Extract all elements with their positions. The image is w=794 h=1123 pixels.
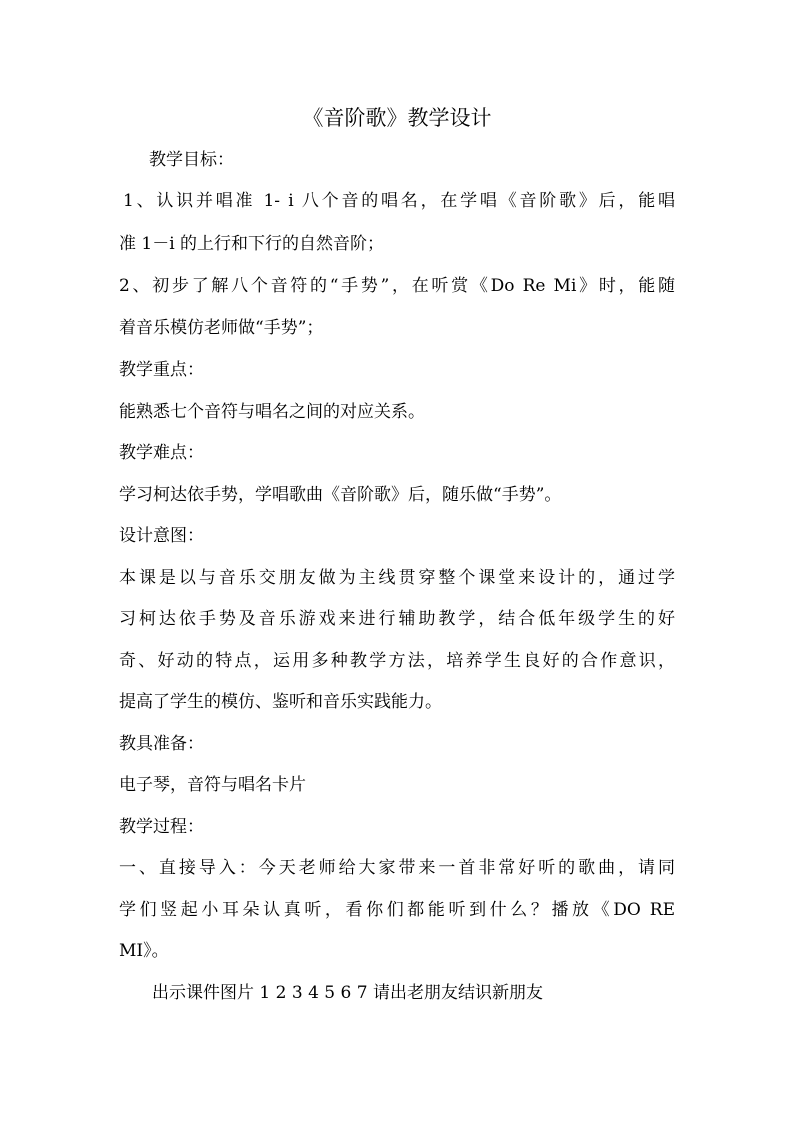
process-step-1-line-3: MI》。 <box>119 941 169 961</box>
process-step-1-line-2: 学们竖起小耳朵认真听，看你们都能听到什么？播放《DO RE <box>119 900 675 920</box>
process-step-1-line-4: 出示课件图片 1 2 3 4 5 6 7 请出老朋友结识新朋友 <box>152 983 543 1003</box>
process-step-1-line-1: 一、直接导入：今天老师给大家带来一首非常好听的歌曲，请同 <box>119 858 675 878</box>
objective-1-line-2: 准 1－i 的上行和下行的自然音阶； <box>119 234 385 254</box>
teaching-difficulty-text: 学习柯达依手势，学唱歌曲《音阶歌》后，随乐做“手势”。 <box>119 485 562 505</box>
heading-teaching-process: 教学过程： <box>119 817 204 837</box>
design-intent-line-1: 本课是以与音乐交朋友做为主线贯穿整个课堂来设计的，通过学 <box>119 568 675 588</box>
heading-teaching-aids: 教具准备： <box>119 734 204 754</box>
heading-teaching-difficulty: 教学难点： <box>119 443 204 463</box>
design-intent-line-3: 奇、好动的特点，运用多种教学方法，培养学生良好的合作意识， <box>119 651 675 671</box>
objective-2-line-1: 2、初步了解八个音符的“手势”，在听赏《Do Re Mi》时，能随 <box>119 276 675 296</box>
heading-design-intent: 设计意图： <box>119 526 204 546</box>
teaching-aids-text: 电子琴，音符与唱名卡片 <box>119 775 306 795</box>
teaching-focus-text: 能熟悉七个音符与唱名之间的对应关系。 <box>119 402 425 422</box>
design-intent-line-4: 提高了学生的模仿、鉴听和音乐实践能力。 <box>119 692 442 712</box>
heading-teaching-objectives: 教学目标： <box>149 150 234 170</box>
design-intent-line-2: 习柯达依手势及音乐游戏来进行辅助教学，结合低年级学生的好 <box>119 609 675 629</box>
heading-teaching-focus: 教学重点： <box>119 360 204 380</box>
objective-2-line-2: 着音乐模仿老师做“手势”； <box>119 318 324 338</box>
objective-1-line-1: 1、认识并唱准 1- i 八个音的唱名，在学唱《音阶歌》后，能唱 <box>123 191 675 211</box>
document-title: 《音阶歌》教学设计 <box>302 106 492 130</box>
